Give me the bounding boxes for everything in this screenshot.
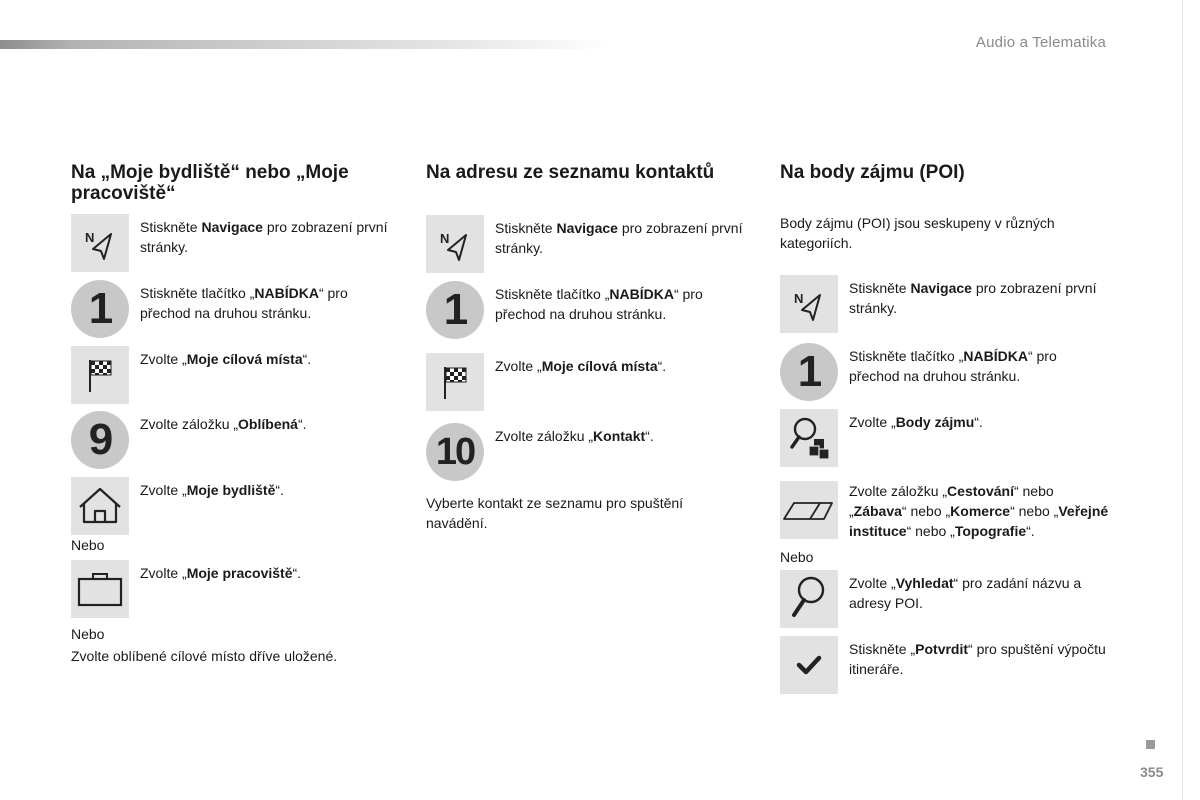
step-navigation [71,214,401,272]
column-title: Na adresu ze seznamu kontaktů [426,162,715,183]
step-text: Stiskněte „Potvrdit“ pro spuštění výpočtu itineráře. [849,641,1106,677]
step-contact-tab [426,423,756,481]
number-badge: 1 [780,343,838,401]
column-home-work [71,162,401,666]
step-text: Zvolte „Moje pracoviště“. [140,565,302,581]
step-text: Zvolte „Body zájmu“. [849,414,983,430]
or-label: Nebo [71,626,105,642]
step-home [71,477,401,535]
svg-text:N: N [440,231,450,246]
intro-text: Body zájmu (POI) jsou seskupeny v různých kategoriích. [780,215,1055,251]
column-title: Na „Moje bydliště“ nebo „Moje pracoviště“ [71,162,349,204]
page-edge-rule [1182,0,1183,800]
home-icon [71,477,129,535]
page-marker [1146,740,1155,749]
step-menu [71,280,401,338]
or-label: Nebo [71,537,105,553]
or-label: Nebo [780,549,814,565]
number-badge: 1 [71,280,129,338]
step-text: Zvolte „Moje cílová místa“. [495,358,667,374]
step-text: Stiskněte tlačítko „NABÍDKA“ pro přechod na druhou stránku. [495,286,703,322]
column-title: Na body zájmu (POI) [780,162,965,183]
step-text: Stiskněte tlačítko „NABÍDKA“ pro přechod na druhou stránku. [849,348,1057,384]
step-menu [426,281,756,339]
checkered-flag-icon [426,353,484,411]
step-destinations [71,346,401,404]
page-number: 355 [1140,764,1164,780]
step-navigation [426,215,756,273]
step-text: Stiskněte Navigace pro zobrazení první stránky. [849,280,1097,316]
section-title: Audio a Telematika [975,34,1106,51]
step-text: Stiskněte Navigace pro zobrazení první stránky. [495,220,743,256]
step-text: Stiskněte Navigace pro zobrazení první stránky. [140,219,388,255]
step-navigation [780,275,1110,333]
final-instruction: Vyberte kontakt ze seznamu pro spuštění navádění. [426,495,684,531]
step-categories [780,481,1110,541]
navigation-icon [426,215,484,273]
step-text: Zvolte „Vyhledat“ pro zadání názvu a adresy POI. [849,575,1082,611]
number-badge: 10 [426,423,484,481]
checkered-flag-icon [71,346,129,404]
svg-text:N: N [85,230,95,245]
step-search [780,570,1110,628]
number-badge: 9 [71,411,129,469]
category-tab-icon [780,481,838,539]
step-confirm [780,636,1110,694]
step-menu [780,343,1110,401]
step-text: Zvolte záložku „Oblíbená“. [140,416,307,432]
poi-search-icon [780,409,838,467]
step-work [71,560,401,618]
step-favourites [71,411,401,469]
step-text: Zvolte „Moje cílová místa“. [140,351,312,367]
step-poi [780,409,1110,467]
number-badge: 1 [426,281,484,339]
step-text: Zvolte záložku „Kontakt“. [495,428,654,444]
search-icon [780,570,838,628]
final-instruction: Zvolte oblíbené cílové místo dříve uložené. [71,648,338,664]
briefcase-icon [71,560,129,618]
step-text: Stiskněte tlačítko „NABÍDKA“ pro přechod na druhou stránku. [140,285,348,321]
step-text: Zvolte „Moje bydliště“. [140,482,284,498]
checkmark-icon [780,636,838,694]
column-contacts [426,162,756,533]
step-destinations [426,353,756,411]
navigation-icon [780,275,838,333]
navigation-icon [71,214,129,272]
header-gradient-bar [0,40,610,49]
column-poi [780,162,1110,694]
step-text: Zvolte záložku „Cestování“ nebo „Zábava“ nebo „Komerce“ nebo „Veřejné instituce“ nebo „Topografie“. [849,483,1109,539]
svg-text:N: N [794,291,804,306]
